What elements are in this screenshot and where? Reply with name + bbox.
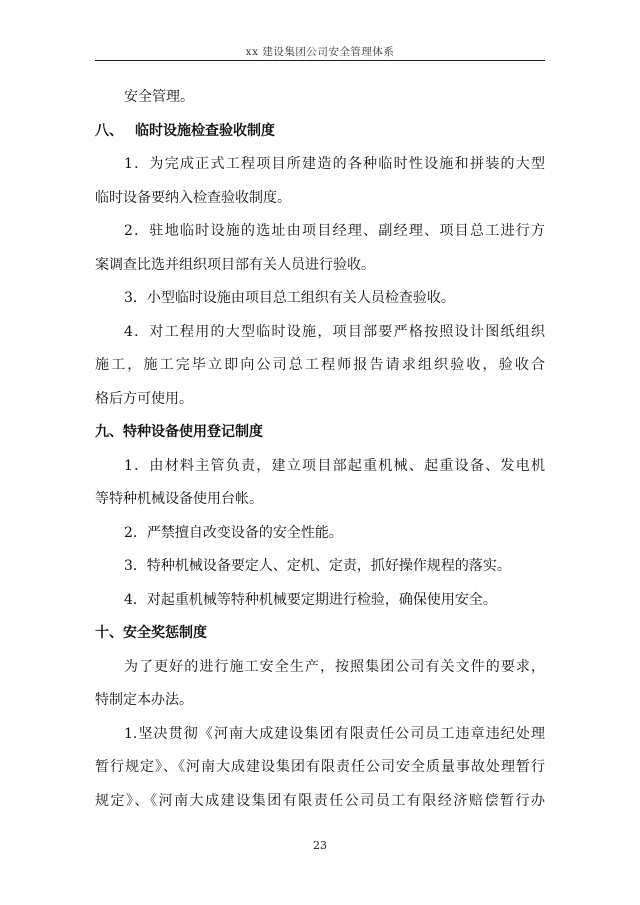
- section-number: 八、: [95, 122, 123, 139]
- paragraph-line: 2．严禁擅自改变设备的安全性能。: [124, 524, 343, 541]
- paragraph-line: 1．由材料主管负责，建立项目部起重机械、起重设备、发电机: [124, 457, 545, 474]
- paragraph-line: 临时设备要纳入检查验收制度。: [95, 189, 291, 206]
- paragraph-line: 4．对工程用的大型临时设施，项目部要严格按照设计图纸组织: [124, 323, 545, 340]
- section-heading-9: 九、特种设备使用登记制度: [95, 424, 263, 440]
- section-title: 临时设施检查验收制度: [135, 122, 275, 139]
- paragraph-line: 暂行规定》、《河南大成建设集团有限责任公司安全质量事故处理暂行: [95, 759, 545, 775]
- page-number: 23: [313, 839, 327, 852]
- paragraph-line: 1.坚决贯彻《河南大成建设集团有限责任公司员工违章违纪处理: [124, 725, 545, 742]
- paragraph-line: 规定》、《河南大成建设集团有限责任公司员工有限经济赔偿暂行办: [95, 792, 545, 809]
- paragraph-line: 施工，施工完毕立即向公司总工程师报告请求组织验收，验收合: [95, 357, 545, 373]
- paragraph-line: 案调查比选并组织项目部有关人员进行验收。: [95, 256, 375, 273]
- header-divider: [95, 60, 545, 61]
- paragraph-line: 4．对起重机械等特种机械要定期进行检验，确保使用安全。: [124, 591, 497, 608]
- paragraph-line: 3．小型临时设施由项目总工组织有关人员检查验收。: [124, 290, 455, 306]
- section-heading-8: [95, 115, 545, 149]
- paragraph-line: 等特种机械设备使用台帐。: [95, 491, 263, 507]
- page-header: xx 建设集团公司安全管理体系: [245, 46, 395, 58]
- section-heading-10: 十、安全奖惩制度: [95, 625, 207, 641]
- paragraph-line: 2．驻地临时设施的选址由项目经理、副经理、项目总工进行方: [124, 223, 545, 239]
- paragraph-line: 3．特种机械设备要定人、定机、定责，抓好操作规程的落实。: [124, 558, 511, 574]
- paragraph-line: 安全管理。: [124, 89, 194, 105]
- paragraph-line: 1．为完成正式工程项目所建造的各种临时性设施和拼装的大型: [124, 156, 545, 172]
- document-body: [95, 81, 545, 818]
- paragraph-line: 格后方可使用。: [95, 390, 193, 407]
- paragraph-line: 特制定本办法。: [95, 692, 193, 708]
- paragraph-line: 为了更好的进行施工安全生产，按照集团公司有关文件的要求，: [124, 658, 545, 675]
